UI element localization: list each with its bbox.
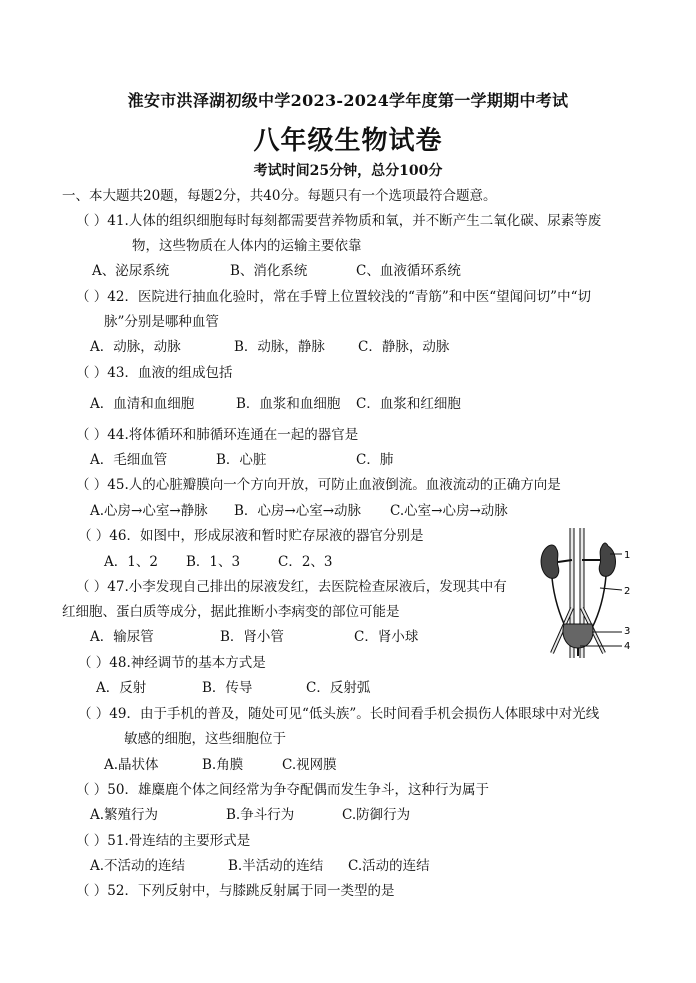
q51-option-c: C.活动的连结 [348, 858, 430, 874]
exam-info: 考试时间25分钟，总分100分 [253, 163, 443, 179]
q44-option-c: C．肺 [356, 452, 394, 468]
question-51-stem: （ ）51.骨连结的主要形式是 [76, 833, 251, 849]
q49-option-b: B.角膜 [202, 757, 244, 773]
q45-option-a: A.心房→心室→静脉 [90, 503, 208, 519]
q51-option-a: A.不活动的连结 [90, 858, 186, 874]
question-49-stem-cont: 敏感的细胞，这些细胞位于 [124, 731, 286, 747]
question-50-stem: （ ）50．雄麋鹿个体之间经常为争夺配偶而发生争斗，这种行为属于 [76, 782, 489, 798]
figure-label-4: 4 [624, 641, 630, 652]
question-46-stem: （ ）46．如图中，形成尿液和暂时贮存尿液的器官分别是 [78, 528, 424, 544]
q48-option-a: A．反射 [96, 680, 147, 696]
q47-option-b: B．肾小管 [220, 629, 284, 645]
q48-option-b: B．传导 [202, 680, 253, 696]
question-41-stem-cont: 物，这些物质在人体内的运输主要依靠 [132, 238, 362, 254]
left-ureter [552, 578, 566, 628]
question-47-stem: （ ）47.小李发现自己排出的尿液发红，去医院检查尿液后，发现其中有 [76, 579, 507, 595]
q50-option-c: C.防御行为 [342, 807, 411, 823]
question-42-stem-cont: 脉”分别是哪种血管 [104, 314, 219, 330]
q42-option-c: C．静脉，动脉 [358, 339, 450, 355]
bladder [563, 624, 593, 648]
q44-option-b: B．心脏 [216, 452, 267, 468]
q48-option-c: C．反射弧 [306, 680, 371, 696]
urinary-system-drawing [541, 528, 622, 658]
q50-option-a: A.繁殖行为 [90, 807, 159, 823]
question-41-stem: （ ）41.人体的组织细胞每时每刻都需要营养物质和氧，并不断产生二氧化碳、尿素等废 [76, 213, 602, 229]
q46-option-c: C．2、3 [278, 554, 333, 570]
question-45-stem: （ ）45.人的心脏瓣膜向一个方向开放，可防止血液倒流。血液流动的正确方向是 [76, 477, 561, 493]
q46-option-a: A．1、2 [104, 554, 158, 570]
question-43-stem: （ ）43．血液的组成包括 [76, 365, 233, 381]
q46-option-b: B．1、3 [186, 554, 241, 570]
question-48-stem: （ ）48.神经调节的基本方式是 [78, 655, 266, 671]
page-title: 八年级生物试卷 [253, 126, 443, 156]
question-49-stem: （ ）49．由于手机的普及，随处可见“低头族”。长时间看手机会损伤人体眼球中对光线 [78, 706, 600, 722]
q41-option-a: A、泌尿系统 [92, 263, 170, 279]
q51-option-b: B.半活动的连结 [228, 858, 324, 874]
urinary-system-figure [538, 528, 630, 658]
q42-option-a: A．动脉，动脉 [90, 339, 181, 355]
figure-label-3: 3 [624, 626, 630, 637]
school-exam-heading: 淮安市洪泽湖初级中学2023-2024学年度第一学期期中考试 [127, 91, 569, 110]
q43-option-c: C．血浆和红细胞 [356, 396, 461, 412]
q45-option-b: B．心房→心室→动脉 [234, 503, 362, 519]
right-kidney [599, 543, 615, 576]
q47-option-a: A．输尿管 [90, 629, 154, 645]
q41-option-b: B、消化系统 [230, 263, 308, 279]
q49-option-a: A.晶状体 [104, 757, 159, 773]
figure-label-1: 1 [624, 550, 630, 561]
right-ureter [592, 576, 606, 628]
q45-option-c: C.心室→心房→动脉 [390, 503, 508, 519]
q50-option-b: B.争斗行为 [226, 807, 295, 823]
q43-option-b: B．血浆和血细胞 [236, 396, 341, 412]
question-44-stem: （ ）44.将体循环和肺循环连通在一起的器官是 [76, 427, 359, 443]
left-kidney [541, 545, 559, 578]
question-52-stem: （ ）52．下列反射中，与膝跳反射属于同一类型的是 [76, 883, 395, 899]
figure-label-2: 2 [624, 586, 630, 597]
q42-option-b: B．动脉，静脉 [234, 339, 325, 355]
q43-option-a: A．血清和血细胞 [90, 396, 195, 412]
q49-option-c: C.视网膜 [282, 757, 337, 773]
q44-option-a: A．毛细血管 [90, 452, 168, 468]
q41-option-c: C、血液循环系统 [356, 263, 461, 279]
q47-option-c: C．肾小球 [354, 629, 419, 645]
question-42-stem: （ ）42．医院进行抽血化验时，常在手臂上位置较浅的“青筋”和中医“望闻问切”中“切 [76, 289, 591, 305]
section-instructions: 一、本大题共20题，每题2分，共40分。每题只有一个选项最符合题意。 [62, 188, 497, 204]
question-47-stem-cont: 红细胞、蛋白质等成分，据此推断小李病变的部位可能是 [62, 604, 400, 620]
